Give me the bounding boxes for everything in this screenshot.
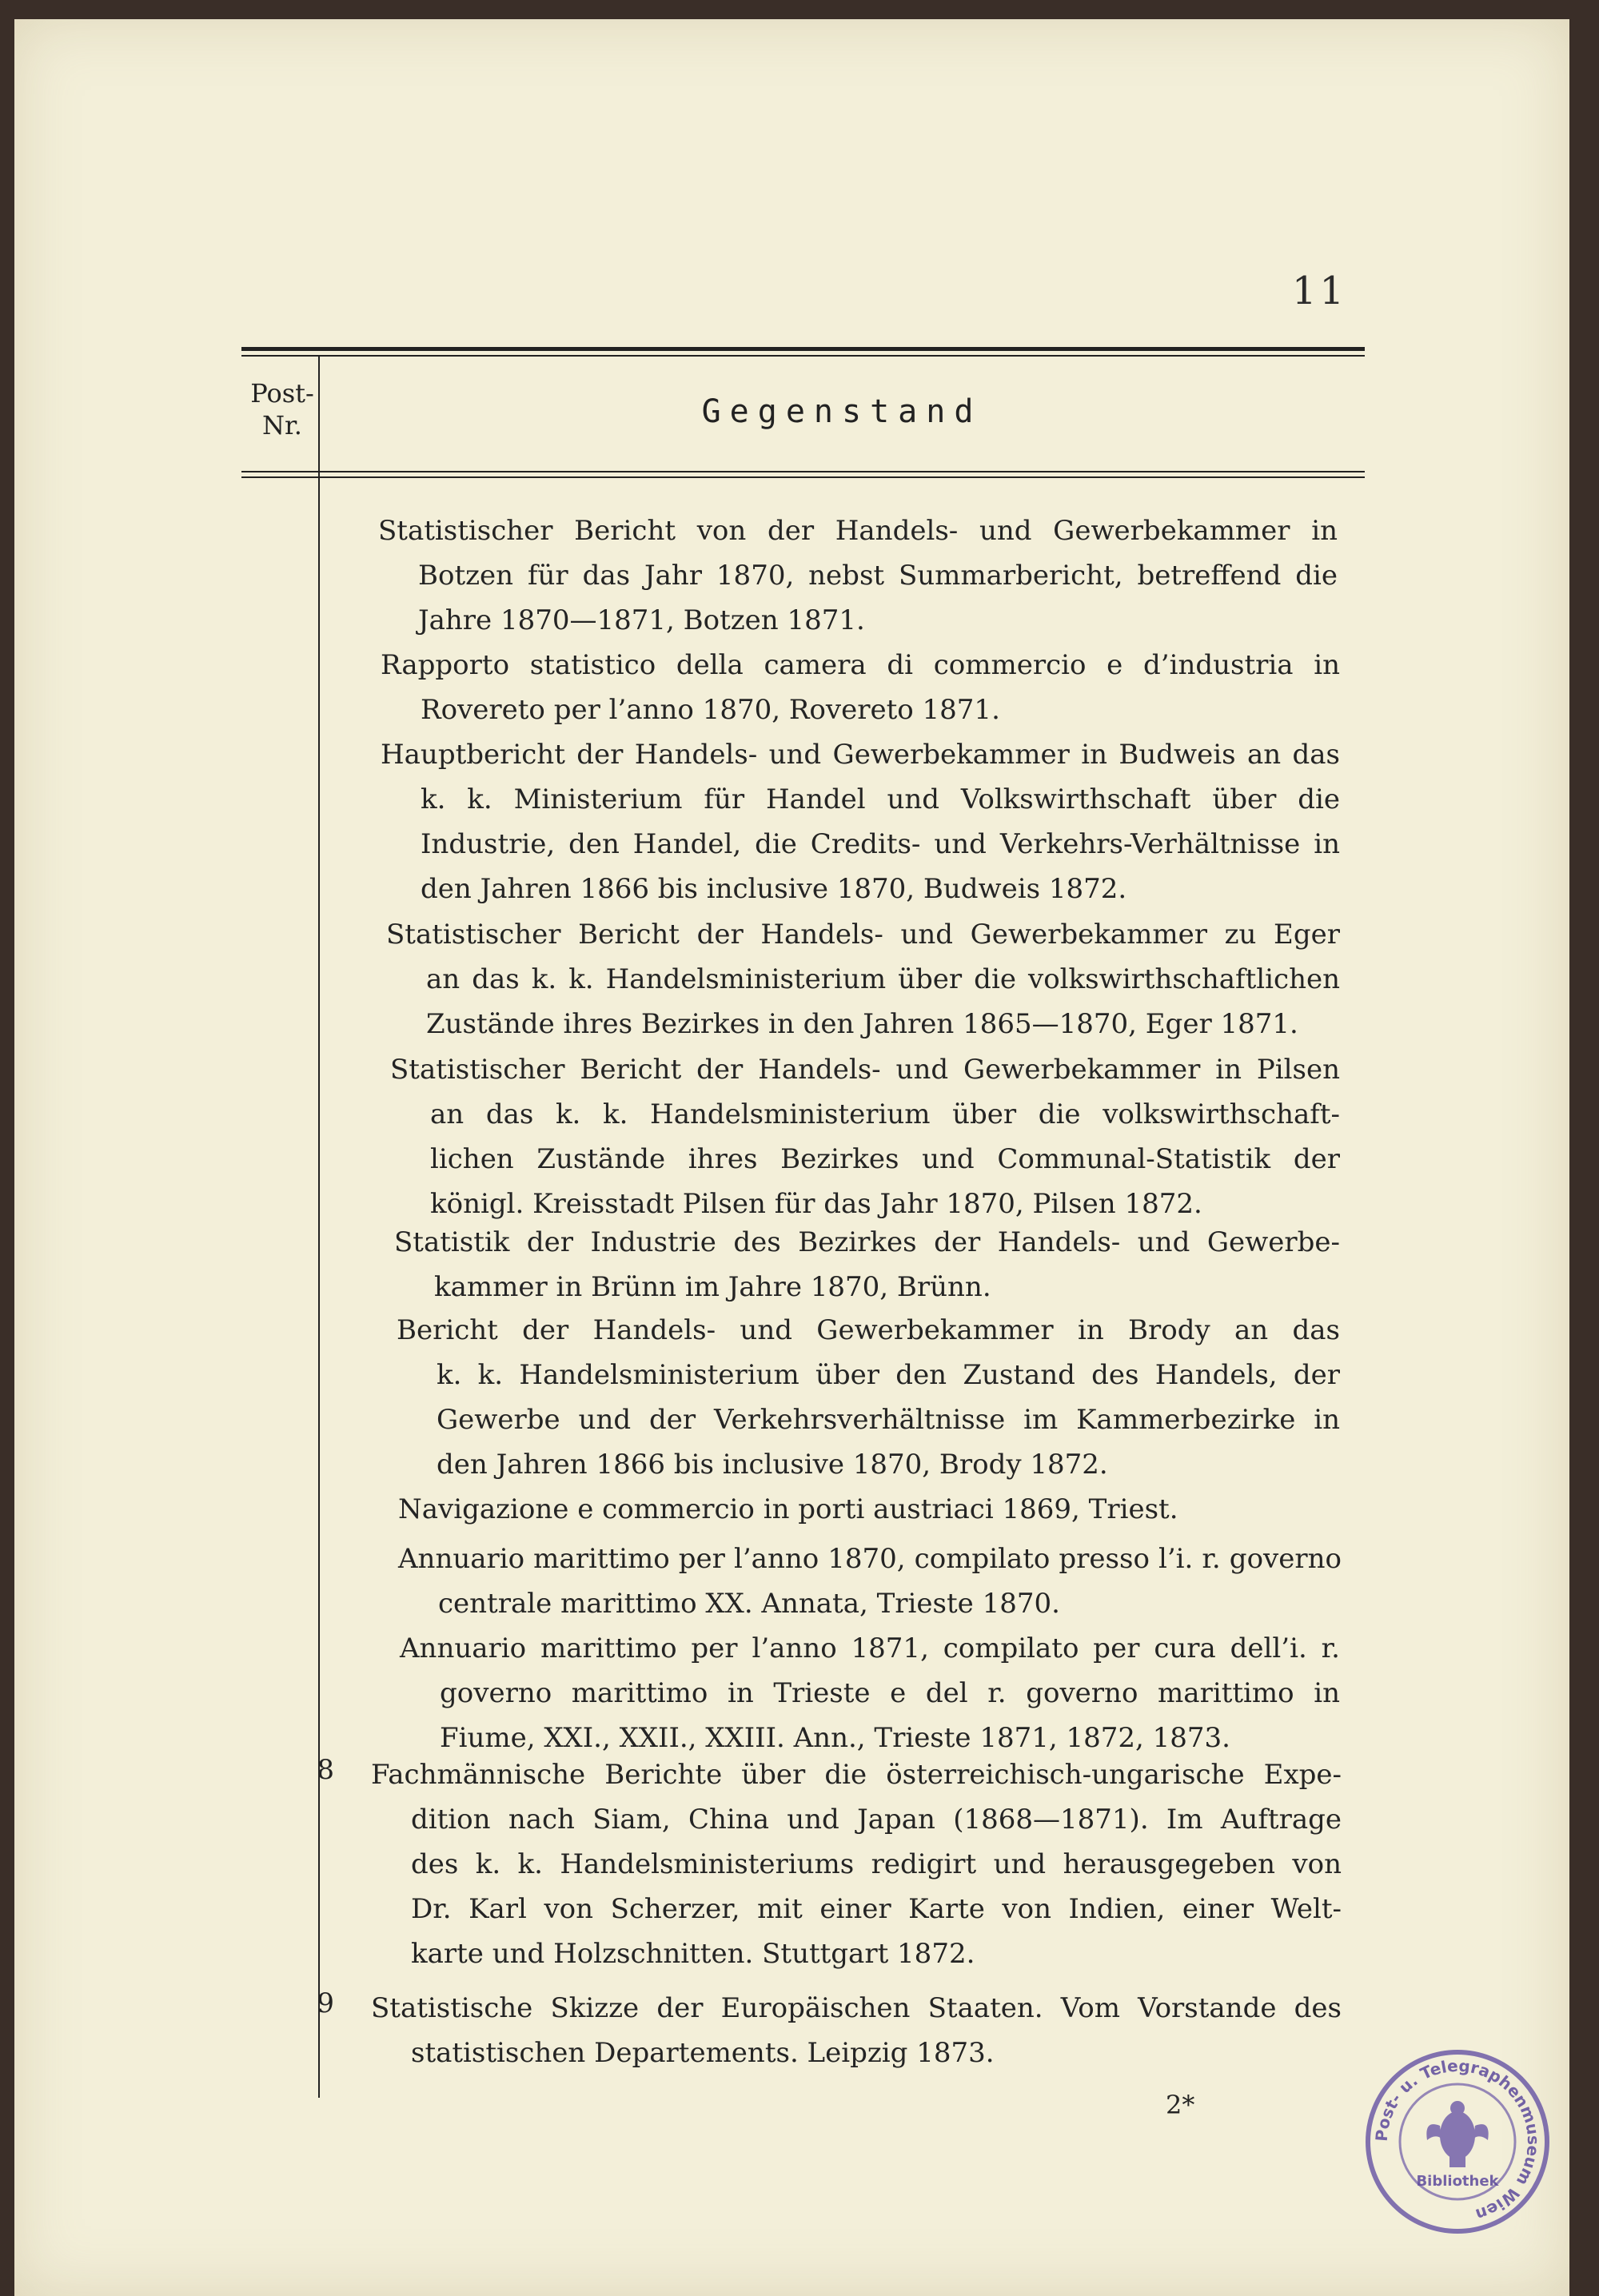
signature-mark: 2* — [1166, 2090, 1195, 2120]
entry-4 — [386, 912, 1340, 1046]
entry-line: centrale marittimo XX. Annata, Trieste 1870. — [438, 1588, 1060, 1620]
entry-line: an das k. k. Handelsministerium über die volkswirthschaftlichen — [426, 963, 1340, 995]
eagle-emblem-icon — [1426, 2101, 1488, 2167]
entry-line: Fiume, XXI., XXII., XXIII. Ann., Trieste 1871, 1872, 1873. — [440, 1722, 1230, 1754]
entry-line: k. k. Handelsministerium über den Zustand des Handels, der — [437, 1359, 1340, 1391]
post-nr-8: 8 — [317, 1754, 334, 1786]
entry-line: Statistische Skizze der Europäischen Staaten. Vom Vorstande des — [371, 1992, 1342, 2024]
entry-line: Fachmännische Berichte über die österreichisch-ungarische Expe- — [371, 1759, 1342, 1791]
entry-line: Jahre 1870—1871, Botzen 1871. — [418, 604, 865, 636]
entry-line: Industrie, den Handel, die Credits- und Verkehrs-Verhältnisse in — [421, 828, 1340, 860]
post-nr-header-line1: Post- — [250, 378, 314, 409]
header-top-rule-thin — [241, 355, 1365, 357]
entry-10 — [400, 1626, 1340, 1760]
entry-line: Gewerbe und der Verkehrsverhältnisse im Kammerbezirke in — [437, 1404, 1340, 1436]
entry-line: kammer in Brünn im Jahre 1870, Brünn. — [434, 1271, 991, 1303]
entry-line: Statistischer Bericht der Handels- und Gewerbekammer zu Eger — [386, 919, 1340, 951]
entry-1 — [378, 508, 1338, 643]
entry-9 — [398, 1537, 1342, 1626]
entry-12 — [371, 1986, 1342, 2075]
entry-line: den Jahren 1866 bis inclusive 1870, Brody 1872. — [437, 1449, 1108, 1481]
header-bottom-rule — [241, 471, 1365, 472]
entry-line: Botzen für das Jahr 1870, nebst Summarbericht, betreffend die — [418, 560, 1338, 592]
entry-line: des k. k. Handelsministeriums redigirt und herausgegeben von — [411, 1848, 1342, 1880]
column-divider — [318, 357, 320, 2098]
entry-11 — [371, 1752, 1342, 1976]
post-nr-header-line2: Nr. — [262, 410, 302, 440]
entry-line: Rovereto per l’anno 1870, Rovereto 1871. — [421, 694, 1000, 726]
entry-line: Statistischer Bericht der Handels- und Gewerbekammer in Pilsen — [390, 1054, 1340, 1086]
library-stamp — [1362, 2046, 1553, 2238]
entry-line: Statistischer Bericht von der Handels- und Gewerbekammer in — [378, 515, 1338, 547]
post-nr-9: 9 — [317, 1987, 334, 2019]
page-number: 11 — [1292, 269, 1348, 313]
entry-line: Annuario marittimo per l’anno 1870, compilato presso l’i. r. governo — [398, 1543, 1342, 1575]
entry-line: lichen Zustände ihres Bezirkes und Communal-Statistik der — [430, 1143, 1340, 1175]
entry-line: governo marittimo in Trieste e del r. governo marittimo in — [440, 1677, 1340, 1709]
entry-line: statistischen Departements. Leipzig 1873. — [411, 2037, 995, 2069]
subject-header: Gegenstand — [701, 393, 983, 430]
entry-3 — [381, 732, 1340, 911]
entry-line: Hauptbericht der Handels- und Gewerbekammer in Budweis an das — [381, 739, 1340, 771]
entry-2 — [381, 643, 1340, 732]
entry-line: Dr. Karl von Scherzer, mit einer Karte von Indien, einer Welt- — [411, 1893, 1342, 1925]
stamp-ring-text: Post- u. Telegraphenmuseum Wien — [1371, 2055, 1544, 2225]
post-nr-header — [238, 377, 326, 441]
entry-line: Zustände ihres Bezirkes in den Jahren 1865—1870, Eger 1871. — [426, 1008, 1298, 1040]
header-bottom-rule-2 — [241, 476, 1365, 478]
entry-8 — [398, 1487, 1342, 1532]
entry-7 — [397, 1308, 1340, 1487]
entry-line: k. k. Ministerium für Handel und Volkswirthschaft über die — [421, 783, 1340, 815]
entry-line: Statistik der Industrie des Bezirkes der Handels- und Gewerbe- — [394, 1226, 1340, 1258]
entry-line: Annuario marittimo per l’anno 1871, compilato per cura dell’i. r. — [400, 1632, 1340, 1664]
stamp-graphic — [1362, 2046, 1553, 2238]
header-top-rule — [241, 347, 1365, 351]
entry-line: königl. Kreisstadt Pilsen für das Jahr 1870, Pilsen 1872. — [430, 1188, 1202, 1220]
entry-6 — [394, 1220, 1340, 1309]
entry-line: Rapporto statistico della camera di commercio e d’industria in — [381, 649, 1340, 681]
entry-5 — [390, 1047, 1340, 1226]
entry-line: an das k. k. Handelsministerium über die volkswirthschaft- — [430, 1098, 1340, 1130]
entry-line: karte und Holzschnitten. Stuttgart 1872. — [411, 1938, 975, 1970]
entry-line: dition nach Siam, China und Japan (1868—1871). Im Auftrage — [411, 1804, 1342, 1836]
entry-line: Navigazione e commercio in porti austriaci 1869, Triest. — [398, 1493, 1178, 1525]
stamp-top-text: Bibliothek — [1416, 2173, 1499, 2190]
document-page — [14, 19, 1569, 2296]
entry-line: Bericht der Handels- und Gewerbekammer in Brody an das — [397, 1314, 1340, 1346]
entry-line: den Jahren 1866 bis inclusive 1870, Budweis 1872. — [421, 873, 1127, 905]
